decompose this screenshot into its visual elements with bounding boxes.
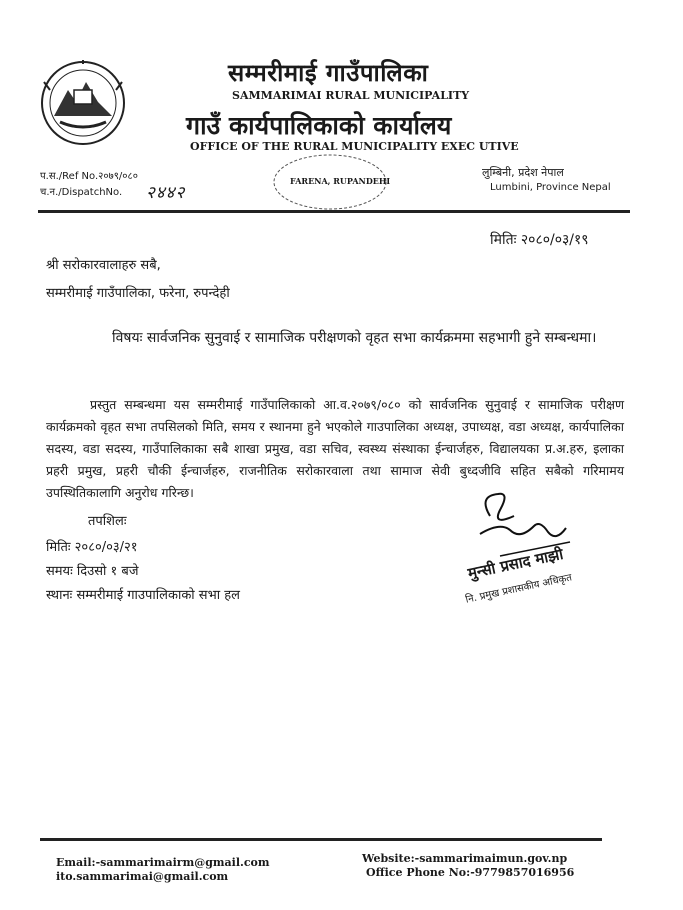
detail-time: समयः दिउसो १ बजे xyxy=(46,564,139,579)
municipality-emblem-icon xyxy=(40,60,126,146)
detail-place: स्थानः सम्मरीमाई गाउपालिकाको सभा हल xyxy=(46,588,240,603)
office-name-en: OFFICE OF THE RURAL MUNICIPALITY EXEC UTIVE xyxy=(190,140,519,153)
footer-email-2: ito.sammarimai@gmail.com xyxy=(56,870,229,883)
reference-number: प.स./Ref No.२०७९/०८० xyxy=(40,171,138,182)
signatory-name: मुन्सी प्रसाद माझी xyxy=(466,544,565,583)
signatory-designation: नि. प्रमुख प्रशासकीय अधिकृत xyxy=(464,572,573,606)
province-en: Lumbini, Province Nepal xyxy=(490,182,611,193)
dispatch-number: २४४२ xyxy=(146,183,186,203)
header-divider xyxy=(38,210,630,213)
footer-website: Website:-sammarimaimun.gov.np xyxy=(362,852,568,865)
letter-date: मितिः २०८०/०३/१९ xyxy=(490,232,589,248)
municipality-name-np: सम्मरीमाई गाउँपालिका xyxy=(228,59,429,87)
footer-phone: Office Phone No:-9779857016956 xyxy=(366,866,575,879)
stamp-text: FARENA, RUPANDEHI xyxy=(290,176,391,186)
addressee-line-2: सम्मरीमाई गाउँपालिका, फरेना, रुपन्देही xyxy=(46,286,230,301)
dispatch-label: च.न./DispatchNo. xyxy=(40,187,123,198)
footer-divider xyxy=(40,838,602,841)
footer-email-1: Email:-sammarimairm@gmail.com xyxy=(56,856,270,869)
details-heading: तपशिलः xyxy=(88,514,127,529)
letter-subject: विषयः सार्वजनिक सुनुवाई र सामाजिक परीक्षणको वृहत सभा कार्यक्रममा सहभागी हुने सम्बन्धमा। xyxy=(112,330,597,346)
office-name-np: गाउँ कार्यपालिकाको कार्यालय xyxy=(186,111,452,140)
detail-date: मितिः २०८०/०३/२१ xyxy=(46,540,138,555)
province-np: लुम्बिनी, प्रदेश नेपाल xyxy=(482,166,564,179)
municipality-name-en: SAMMARIMAI RURAL MUNICIPALITY xyxy=(232,89,470,102)
letter-body: प्रस्तुत सम्बन्धमा यस सम्मरीमाई गाउँपालिकाको आ.व.२०७९/०८० को सार्वजनिक सुनुवाई र सामाजिक परीक्षण कार्यक्रमको वृहत सभा तपसिलको मिति, समय र स्थानमा हुने भएकोले गाउपालिका अध्यक्ष, उपाध्यक्ष, वडा अध्यक्ष, कार्यपालिका सदस्य, वडा सदस्य, गाउँपालिकाका सबै शाखा प्रमुख, वडा सचिव, स्वस्थ्य संस्थाका ईन्चार्जहरु, विद्यालयका प्र.अ.हरु, इलाका प्रहरी प्रमुख, प्रहरी चौकी ईन्चार्जहरु, राजनीतिक सरोकारवाला तथा सामाज सेवी बुध्दजीवि सहित सबैको गरिमामय उपस्थितिकालागि अनुरोध गरिन्छ। xyxy=(46,397,624,500)
addressee-line-1: श्री सरोकारवालाहरु सबै, xyxy=(46,258,161,273)
